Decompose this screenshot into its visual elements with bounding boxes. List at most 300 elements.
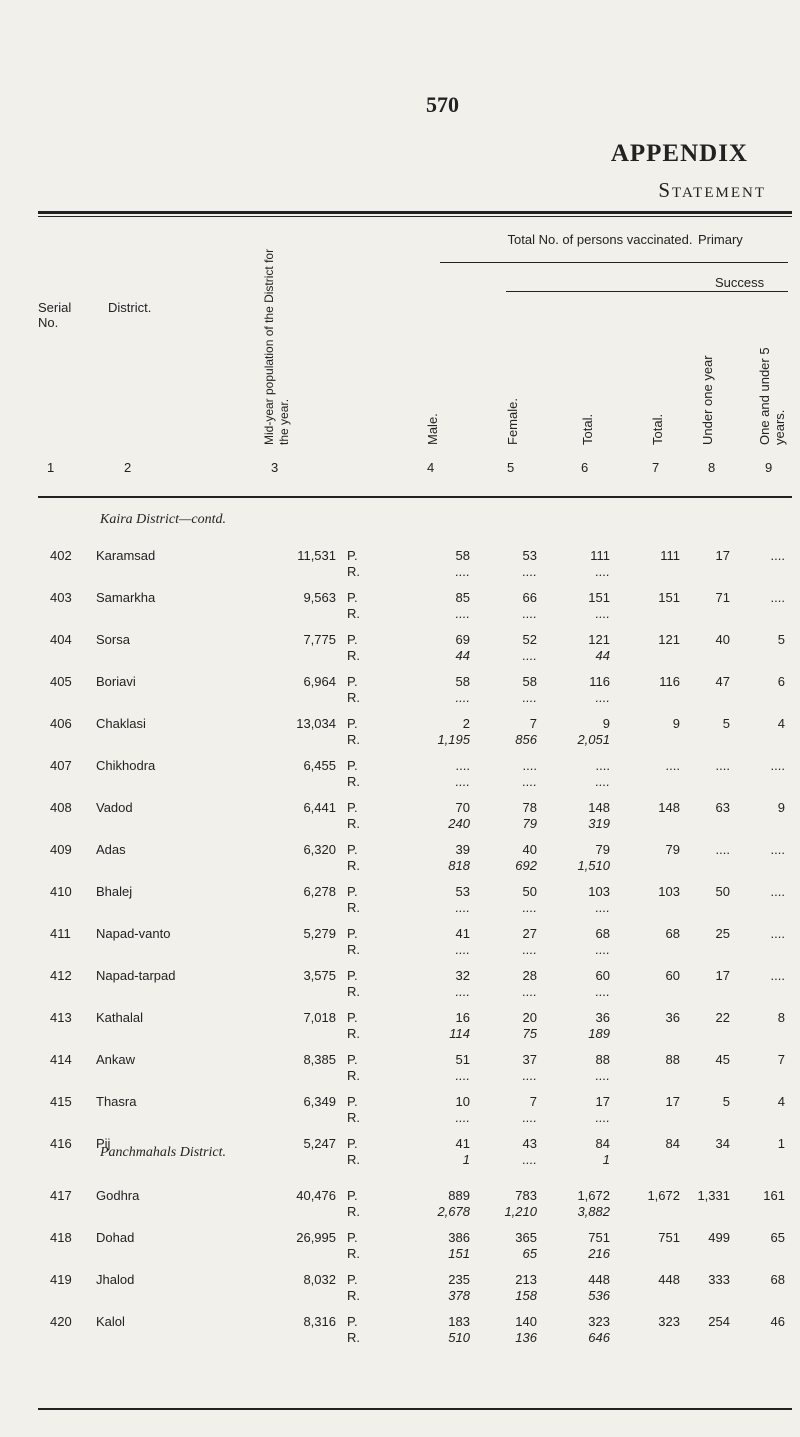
table-row: [0, 800, 800, 840]
header-female: Female.: [505, 398, 520, 445]
cell-fem-p: 7: [529, 716, 537, 731]
header-total7: Total.: [650, 413, 665, 445]
cell-fem-p: 66: [522, 590, 537, 605]
header-male: Male.: [425, 413, 440, 445]
cell-pop: 11,531: [297, 548, 336, 563]
cell-no: 404: [50, 632, 72, 647]
cell-total: 84: [665, 1136, 680, 1151]
cell-fem-p: 78: [522, 800, 537, 815]
r-label: R.: [347, 1246, 360, 1261]
cell-male-p: 386: [448, 1230, 470, 1245]
cell-no: 416: [50, 1136, 72, 1151]
cell-male-p: 183: [448, 1314, 470, 1329]
cell-tot-r: 319: [588, 816, 610, 831]
p-label: P.: [347, 800, 358, 815]
p-label: P.: [347, 758, 358, 773]
cell-pop: 8,316: [303, 1314, 336, 1329]
cell-tot-p: 116: [589, 674, 610, 689]
r-label: R.: [347, 1204, 360, 1219]
cell-no: 402: [50, 548, 72, 563]
p-label: P.: [347, 968, 358, 983]
table-row: [0, 632, 800, 672]
cell-u1: ....: [715, 758, 730, 773]
cell-district: Karamsad: [96, 548, 156, 563]
r-label: R.: [347, 1152, 360, 1167]
cell-tot-r: 646: [588, 1330, 610, 1345]
cell-male-r: 1,195: [437, 732, 470, 747]
cell-district: Samarkha: [96, 590, 156, 605]
cell-district: Boriavi: [96, 674, 136, 689]
cell-u5: 161: [763, 1188, 785, 1203]
success-rule: [440, 262, 788, 263]
cell-u5: 1: [777, 1136, 785, 1151]
cell-male-p: 16: [455, 1010, 470, 1025]
cell-tot-r: ....: [595, 900, 610, 915]
p-label: P.: [347, 548, 358, 563]
cell-male-p: 85: [455, 590, 470, 605]
cell-tot-p: 323: [588, 1314, 610, 1329]
table-row: [0, 1188, 800, 1228]
cell-fem-r: 65: [522, 1246, 537, 1261]
cell-male-p: 51: [455, 1052, 470, 1067]
table-row: [0, 1136, 800, 1176]
cell-u5: 9: [777, 800, 785, 815]
cell-u1: 17: [715, 548, 730, 563]
cell-male-p: 889: [448, 1188, 470, 1203]
cell-u1: 17: [715, 968, 730, 983]
cell-fem-r: ....: [522, 1110, 537, 1125]
col-num-6: 6: [581, 460, 589, 475]
cell-pop: 6,278: [303, 884, 336, 899]
r-label: R.: [347, 690, 360, 705]
page-number: 570: [426, 92, 459, 117]
table-row: [0, 590, 800, 630]
cell-district: Thasra: [96, 1094, 137, 1109]
cell-fem-p: 783: [515, 1188, 537, 1203]
cell-fem-p: 7: [529, 1094, 537, 1109]
bottom-rule: [38, 1408, 792, 1410]
cell-tot-p: 148: [588, 800, 610, 815]
cell-male-p: 235: [448, 1272, 470, 1287]
cell-tot-r: 216: [588, 1246, 610, 1261]
cell-u1: 50: [715, 884, 730, 899]
r-label: R.: [347, 900, 360, 915]
cell-pop: 26,995: [296, 1230, 336, 1245]
cell-pop: 13,034: [296, 716, 336, 731]
cell-pop: 6,320: [303, 842, 336, 857]
header-bottom-rule: [38, 496, 792, 498]
cell-fem-r: ....: [522, 942, 537, 957]
cell-pop: 6,455: [303, 758, 336, 773]
cell-tot-p: 84: [595, 1136, 610, 1151]
cell-u5: ....: [770, 884, 785, 899]
table-row: [0, 1272, 800, 1312]
cell-pop: 7,018: [303, 1010, 336, 1025]
cell-tot-r: 2,051: [577, 732, 610, 747]
cell-pop: 6,349: [303, 1094, 336, 1109]
p-label: P.: [347, 1136, 358, 1151]
cell-u5: ....: [770, 758, 785, 773]
cell-no: 410: [50, 884, 72, 899]
cell-fem-r: ....: [522, 564, 537, 579]
cell-fem-r: ....: [522, 690, 537, 705]
table-row: [0, 1230, 800, 1270]
cell-total: 116: [659, 674, 680, 689]
cell-no: 414: [50, 1052, 72, 1067]
cell-fem-p: 27: [522, 926, 537, 941]
cell-fem-r: ....: [522, 900, 537, 915]
cell-male-r: ....: [455, 564, 470, 579]
table-row: [0, 1314, 800, 1354]
cell-district: Dohad: [96, 1230, 135, 1245]
cell-fem-r: ....: [522, 984, 537, 999]
cell-u1: 40: [715, 632, 730, 647]
cell-tot-p: 60: [595, 968, 610, 983]
cell-tot-p: 79: [595, 842, 610, 857]
cell-male-r: ....: [455, 984, 470, 999]
cell-male-r: ....: [455, 606, 470, 621]
cell-tot-p: 121: [588, 632, 610, 647]
col-num-2: 2: [124, 460, 132, 475]
cell-u1: ....: [715, 842, 730, 857]
cell-no: 417: [50, 1188, 72, 1203]
table-row: [0, 548, 800, 588]
cell-u1: 333: [708, 1272, 730, 1287]
r-label: R.: [347, 1288, 360, 1303]
cell-fem-p: 58: [522, 674, 537, 689]
p-label: P.: [347, 674, 358, 689]
cell-u1: 1,331: [697, 1188, 730, 1203]
cell-no: 409: [50, 842, 72, 857]
cell-male-r: ....: [455, 774, 470, 789]
r-label: R.: [347, 858, 360, 873]
cell-u1: 499: [708, 1230, 730, 1245]
r-label: R.: [347, 1026, 360, 1041]
cell-no: 415: [50, 1094, 72, 1109]
cell-u1: 5: [722, 716, 730, 731]
cell-male-r: 114: [449, 1026, 470, 1041]
cell-total: 17: [665, 1094, 680, 1109]
cell-tot-p: ....: [595, 758, 610, 773]
cell-male-p: ....: [455, 758, 470, 773]
cell-fem-p: 365: [515, 1230, 537, 1245]
p-label: P.: [347, 590, 358, 605]
cell-district: Chaklasi: [96, 716, 146, 731]
p-label: P.: [347, 1188, 358, 1203]
cell-tot-r: ....: [595, 774, 610, 789]
cell-u5: 4: [777, 1094, 785, 1109]
cell-male-p: 41: [455, 926, 470, 941]
cell-tot-p: 111: [590, 548, 610, 563]
col-num-5: 5: [507, 460, 515, 475]
cell-fem-r: 856: [515, 732, 537, 747]
cell-tot-p: 68: [595, 926, 610, 941]
cell-tot-r: ....: [595, 606, 610, 621]
cell-male-r: 44: [455, 648, 470, 663]
cell-u1: 254: [708, 1314, 730, 1329]
cell-pop: 8,032: [303, 1272, 336, 1287]
cell-u5: 6: [777, 674, 785, 689]
p-label: P.: [347, 884, 358, 899]
cell-u1: 25: [715, 926, 730, 941]
cell-male-p: 70: [455, 800, 470, 815]
cell-pop: 5,279: [303, 926, 336, 941]
cell-tot-r: 1,510: [577, 858, 610, 873]
cell-u5: ....: [770, 842, 785, 857]
cell-total: 103: [658, 884, 680, 899]
cell-tot-r: ....: [595, 690, 610, 705]
p-label: P.: [347, 1094, 358, 1109]
cell-u5: 5: [777, 632, 785, 647]
cell-male-r: ....: [455, 900, 470, 915]
cell-tot-r: 3,882: [577, 1204, 610, 1219]
cell-total: 88: [665, 1052, 680, 1067]
top-rule: [38, 211, 792, 214]
header-success: Success: [715, 275, 765, 290]
cell-total: 9: [672, 716, 680, 731]
cell-district: Godhra: [96, 1188, 140, 1203]
cell-tot-r: ....: [595, 1110, 610, 1125]
col-num-8: 8: [708, 460, 716, 475]
cell-fem-r: ....: [522, 648, 537, 663]
cell-district: Kathalal: [96, 1010, 143, 1025]
col-num-1: 1: [47, 460, 55, 475]
cell-no: 413: [50, 1010, 72, 1025]
table-row: [0, 758, 800, 798]
r-label: R.: [347, 1330, 360, 1345]
table-row: [0, 968, 800, 1008]
col-num-9: 9: [765, 460, 773, 475]
cell-male-r: 1: [462, 1152, 470, 1167]
section-panchmahals: Panchmahals District.: [100, 1145, 226, 1160]
cell-total: 148: [658, 800, 680, 815]
p-label: P.: [347, 842, 358, 857]
cell-u5: 4: [777, 716, 785, 731]
cell-pop: 40,476: [296, 1188, 336, 1203]
cell-tot-r: 1: [602, 1152, 610, 1167]
cell-no: 412: [50, 968, 72, 983]
cell-tot-p: 1,672: [577, 1188, 610, 1203]
cell-u5: 46: [770, 1314, 785, 1329]
cell-district: Bhalej: [96, 884, 133, 899]
cell-male-p: 58: [455, 548, 470, 563]
cell-fem-p: 37: [522, 1052, 537, 1067]
cell-male-p: 58: [455, 674, 470, 689]
cell-tot-r: ....: [595, 1068, 610, 1083]
header-district: District.: [108, 300, 152, 315]
r-label: R.: [347, 606, 360, 621]
r-label: R.: [347, 1110, 360, 1125]
cell-male-r: 510: [448, 1330, 470, 1345]
cell-fem-r: 75: [522, 1026, 537, 1041]
cell-total: 151: [658, 590, 680, 605]
cell-u1: 45: [715, 1052, 730, 1067]
cell-district: Sorsa: [96, 632, 130, 647]
r-label: R.: [347, 816, 360, 831]
cell-tot-p: 151: [588, 590, 610, 605]
statement-subtitle: Statement: [658, 178, 766, 202]
cell-total: 1,672: [647, 1188, 680, 1203]
cell-tot-p: 103: [588, 884, 610, 899]
cell-male-r: 2,678: [437, 1204, 470, 1219]
r-label: R.: [347, 984, 360, 999]
table-row: [0, 1094, 800, 1134]
table-row: [0, 716, 800, 756]
cell-fem-p: 140: [515, 1314, 537, 1329]
cell-no: 420: [50, 1314, 72, 1329]
col-num-3: 3: [271, 460, 279, 475]
cell-total: 323: [658, 1314, 680, 1329]
top-rule-thin: [38, 216, 792, 217]
cell-fem-p: 213: [515, 1272, 537, 1287]
cell-no: 419: [50, 1272, 72, 1287]
cell-total: 448: [658, 1272, 680, 1287]
cell-district: Jhalod: [96, 1272, 135, 1287]
cell-district: Pij: [96, 1136, 111, 1151]
cell-fem-p: 40: [522, 842, 537, 857]
cell-male-r: 818: [448, 858, 470, 873]
cell-no: 418: [50, 1230, 72, 1245]
col-num-7: 7: [652, 460, 660, 475]
p-label: P.: [347, 632, 358, 647]
cell-district: Ankaw: [96, 1052, 136, 1067]
cell-tot-p: 17: [595, 1094, 610, 1109]
cell-fem-r: ....: [522, 1068, 537, 1083]
cell-u1: 71: [715, 590, 730, 605]
appendix-title: APPENDIX: [610, 140, 748, 167]
cell-fem-p: 50: [522, 884, 537, 899]
header-vaccinated: Total No. of persons vaccinated.: [507, 232, 693, 247]
cell-male-p: 69: [455, 632, 470, 647]
cell-tot-p: 751: [588, 1230, 610, 1245]
cell-tot-r: 189: [588, 1026, 610, 1041]
r-label: R.: [347, 732, 360, 747]
cell-district: Napad-vanto: [96, 926, 171, 941]
cell-total: 111: [660, 548, 680, 563]
cell-male-r: ....: [455, 942, 470, 957]
p-label: P.: [347, 1314, 358, 1329]
cell-tot-r: ....: [595, 984, 610, 999]
cell-pop: 9,563: [303, 590, 336, 605]
cell-tot-p: 448: [588, 1272, 610, 1287]
cell-u5: ....: [770, 548, 785, 563]
table-row: [0, 1052, 800, 1092]
header-serial: Serial No.: [38, 300, 72, 330]
cell-no: 405: [50, 674, 72, 689]
col-num-4: 4: [427, 460, 435, 475]
cell-male-r: 240: [448, 816, 470, 831]
cell-male-p: 32: [455, 968, 470, 983]
cell-u1: 34: [715, 1136, 730, 1151]
cell-male-r: 378: [448, 1288, 470, 1303]
r-label: R.: [347, 942, 360, 957]
cell-male-p: 41: [455, 1136, 470, 1151]
table-row: [0, 674, 800, 714]
r-label: R.: [347, 564, 360, 579]
cell-fem-p: 53: [522, 548, 537, 563]
cell-no: 403: [50, 590, 72, 605]
cell-u5: 65: [770, 1230, 785, 1245]
table-row: [0, 1010, 800, 1050]
cell-total: 60: [665, 968, 680, 983]
cell-u1: 47: [715, 674, 730, 689]
header-rule: [506, 291, 788, 292]
cell-district: Napad-tarpad: [96, 968, 176, 983]
cell-male-p: 10: [455, 1094, 470, 1109]
cell-u5: ....: [770, 590, 785, 605]
cell-fem-p: ....: [522, 758, 537, 773]
cell-no: 407: [50, 758, 72, 773]
cell-male-p: 53: [455, 884, 470, 899]
cell-male-p: 39: [455, 842, 470, 857]
p-label: P.: [347, 1272, 358, 1287]
cell-tot-p: 88: [595, 1052, 610, 1067]
cell-district: Chikhodra: [96, 758, 156, 773]
table-row: [0, 842, 800, 882]
cell-fem-r: ....: [522, 774, 537, 789]
header-under-one: Under one year: [700, 355, 715, 445]
cell-district: Vadod: [96, 800, 133, 815]
cell-u5: 7: [777, 1052, 785, 1067]
cell-u5: 68: [770, 1272, 785, 1287]
cell-total: ....: [665, 758, 680, 773]
cell-total: 68: [665, 926, 680, 941]
cell-total: 751: [658, 1230, 680, 1245]
cell-pop: 3,575: [303, 968, 336, 983]
section-kaira: Kaira District—contd.: [100, 512, 227, 527]
header-primary: Primary: [698, 232, 743, 247]
cell-u5: ....: [770, 926, 785, 941]
cell-u1: 63: [715, 800, 730, 815]
p-label: P.: [347, 1052, 358, 1067]
cell-tot-p: 36: [595, 1010, 610, 1025]
cell-fem-r: 692: [515, 858, 537, 873]
cell-tot-p: 9: [602, 716, 610, 731]
table-row: [0, 884, 800, 924]
cell-tot-r: ....: [595, 942, 610, 957]
r-label: R.: [347, 774, 360, 789]
cell-fem-p: 28: [522, 968, 537, 983]
p-label: P.: [347, 1010, 358, 1025]
p-label: P.: [347, 1230, 358, 1245]
cell-male-p: 2: [462, 716, 470, 731]
cell-fem-p: 52: [522, 632, 537, 647]
r-label: R.: [347, 1068, 360, 1083]
cell-u1: 22: [715, 1010, 730, 1025]
cell-fem-r: 158: [515, 1288, 537, 1303]
cell-no: 411: [50, 926, 71, 941]
cell-fem-r: ....: [522, 606, 537, 621]
cell-total: 36: [665, 1010, 680, 1025]
r-label: R.: [347, 648, 360, 663]
cell-u5: ....: [770, 968, 785, 983]
cell-fem-r: ....: [522, 1152, 537, 1167]
header-population: Mid-year population of the District for the year.: [262, 248, 291, 445]
cell-district: Kalol: [96, 1314, 125, 1329]
cell-tot-r: ....: [595, 564, 610, 579]
cell-male-r: ....: [455, 1068, 470, 1083]
table-row: [0, 926, 800, 966]
cell-total: 79: [665, 842, 680, 857]
cell-pop: 8,385: [303, 1052, 336, 1067]
cell-fem-p: 20: [522, 1010, 537, 1025]
cell-tot-r: 44: [595, 648, 610, 663]
cell-no: 408: [50, 800, 72, 815]
cell-male-r: ....: [455, 690, 470, 705]
cell-pop: 6,441: [303, 800, 336, 815]
cell-pop: 7,775: [303, 632, 336, 647]
cell-u1: 5: [722, 1094, 730, 1109]
